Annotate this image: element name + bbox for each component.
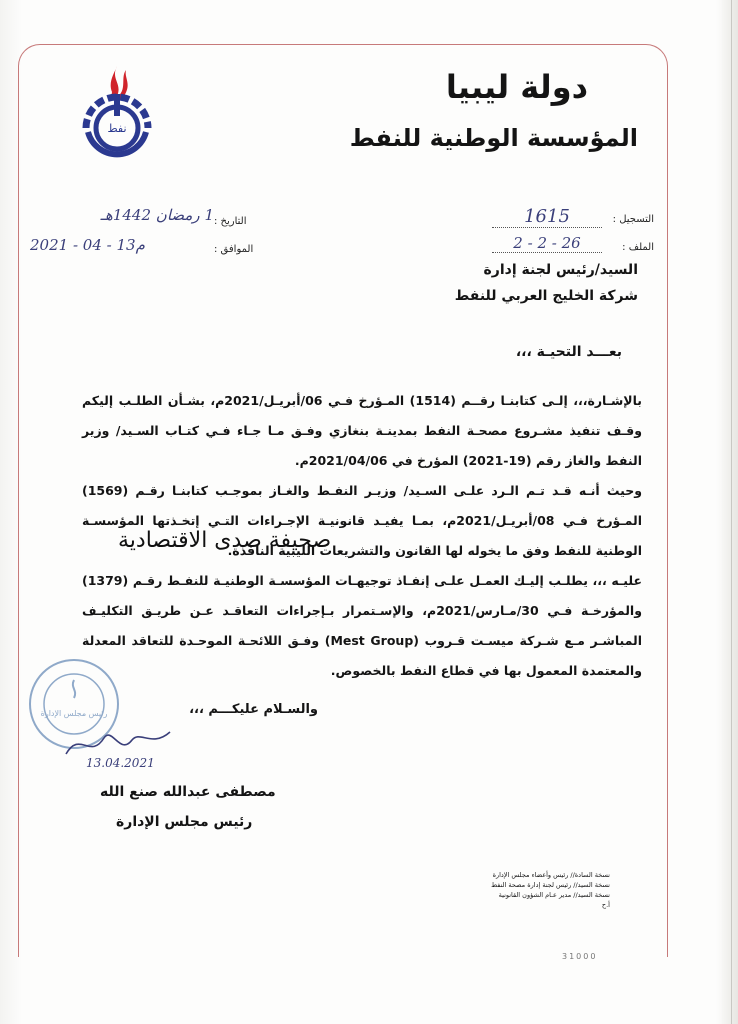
addressee-line1: السيد/رئيس لجنة إدارة: [483, 262, 638, 278]
registration-label: التسجيل :: [612, 214, 654, 225]
corresponding-label: الموافق :: [214, 244, 254, 255]
logo-caption: نفط: [107, 122, 127, 135]
page-edge-shadow: [722, 0, 738, 1024]
signature-date: 13.04.2021: [86, 756, 155, 770]
institution-heading: المؤسسة الوطنية للنفط: [349, 124, 638, 152]
date-gregorian: 2021 - 04 - 13م: [30, 236, 145, 254]
date-hijri: 1 رمضان 1442هـ: [100, 206, 214, 224]
body-paragraph-2: وحيث أنـه قـد تـم الـرد علـى السـيد/ وزيـر النفـط والغـاز بموجـب كتابنـا رقـم (1569) المـؤرخ فـي 08/أبريـل/2021م، بمـا يفيـد قانونيـة الإجـراءات التـي إتخـذتها المؤسسـة الوطنية للنفط وفق ما يخوله لها القانون والتشريعات الليبية النافذة.: [82, 483, 643, 558]
noc-logo: [74, 62, 160, 172]
cc-line-1: نسخة السادة// رئيس وأعضاء مجلس الإدارة: [492, 871, 610, 879]
cc-line-4: أ.ح: [601, 901, 610, 909]
footer-code: 31000: [562, 952, 598, 961]
registration-value: 1615: [492, 206, 602, 228]
watermark: صحيفة صدى الاقتصادية: [118, 528, 332, 553]
greeting: بعـــد التحيـة ،،،: [515, 344, 622, 360]
page-edge-line: [731, 0, 732, 1024]
stamp-text: رئيس مجلس الإدارة: [40, 709, 108, 718]
cc-line-3: نسخة السيد// مدير عـام الشؤون القانونية: [498, 891, 610, 899]
file-value: 2 - 2 - 26: [492, 234, 602, 253]
file-label: الملف :: [622, 242, 654, 253]
signatory-title: رئيس مجلس الإدارة: [116, 814, 253, 830]
cc-line-2: نسخة السيد// رئيس لجنة إدارة مصحة النفط: [491, 881, 610, 889]
closing: والسـلام عليكـــم ،،،: [189, 702, 318, 717]
state-heading: دولة ليبيا: [445, 68, 588, 106]
addressee-line2: شركة الخليج العربي للنفط: [454, 288, 638, 304]
body-paragraph-1: بالإشـارة،،، إلـى كتابنـا رقــم (1514) المـؤرخ فـي 06/أبريـل/2021م، بشـأن الطلـب إليكم وقـف تنفيذ مشـروع مصحـة النفط بمدينـة بنغازي وفـق مـا جـاء فـي كتـاب السـيد/ وزير النفط والغاز رقم (19-2021) المؤرخ في 2021/04/06م.: [82, 393, 642, 468]
stamp-flame-icon: [73, 680, 75, 698]
cc-list: [440, 870, 610, 910]
body-paragraph-3: عليـه ،،، يطلـب إليـك العمـل علـى إنفـاذ توجيهـات المؤسسـة الوطنيـة للنفـط رقـم (1379) والمؤرخـة فـي 30/مـارس/2021م، والإسـتمرار بـإجراءات التعاقـد عـن طريـق التكليـف المباشـر مـع شـركة ميسـت قـروب (Mest Group) وفـق اللائحـة الموحـدة للتعاقد المعدلة والمعتمدة المعمول بها في قطاع النفط بالخصوص.: [82, 573, 643, 678]
signatory-name: مصطفى عبدالله صنع الله: [100, 784, 276, 800]
date-label: التاريخ :: [214, 216, 247, 227]
